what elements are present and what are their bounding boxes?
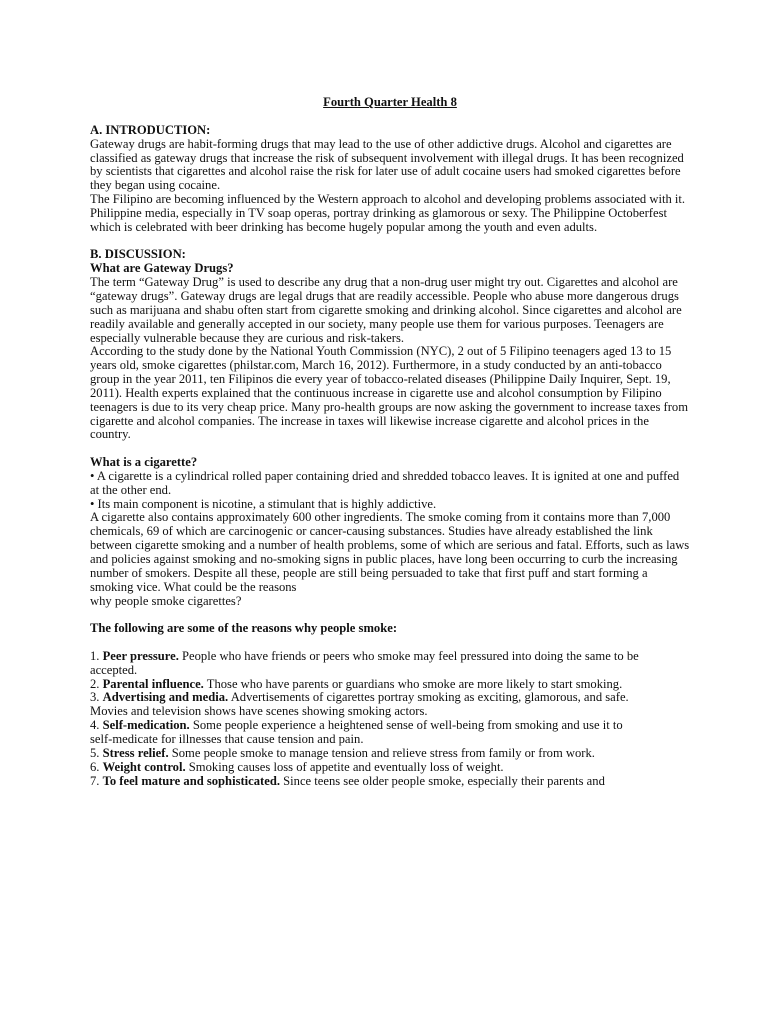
reason-text: Since teens see older people smoke, especially their parents and bbox=[283, 773, 605, 788]
cigarette-bullet-2: • Its main component is nicotine, a stimulant that is highly addictive. bbox=[90, 496, 437, 511]
reason-number: 1. bbox=[90, 648, 100, 663]
reason-text: Smoking causes loss of appetite and eventually loss of weight. bbox=[188, 759, 504, 774]
cigarette-bullet-1: • A cigarette is a cylindrical rolled paper containing dried and shredded tobacco leaves. It is ignited at one and puffed at the other end. bbox=[90, 468, 680, 497]
gateway-drugs-subheading: What are Gateway Drugs? bbox=[90, 261, 234, 276]
reason-continuation: Movies and television shows have scenes showing smoking actors. bbox=[90, 704, 428, 719]
reason-number: 4. bbox=[90, 718, 100, 733]
reason-text: Advertisements of cigarettes portray smoking as exciting, glamorous, and safe. bbox=[230, 690, 629, 705]
reason-item bbox=[90, 775, 690, 789]
reason-label: Self-medication. bbox=[102, 718, 190, 733]
reason-item bbox=[90, 650, 690, 664]
section-spacer bbox=[90, 442, 690, 456]
introduction-heading: A. INTRODUCTION: bbox=[90, 122, 211, 137]
reason-item bbox=[90, 761, 690, 775]
reason-text: Some people smoke to manage tension and relieve stress from family or from work. bbox=[171, 745, 595, 760]
reasons-heading: The following are some of the reasons why people smoke: bbox=[90, 621, 398, 636]
section-spacer bbox=[90, 235, 690, 249]
reason-label: Weight control. bbox=[102, 759, 186, 774]
reason-item bbox=[90, 747, 690, 761]
cigarette-heading: What is a cigarette? bbox=[90, 455, 198, 470]
discussion-heading: B. DISCUSSION: bbox=[90, 247, 186, 262]
reason-label: Stress relief. bbox=[102, 745, 169, 760]
cigarette-paragraph-end: why people smoke cigarettes? bbox=[90, 593, 242, 608]
reason-number: 7. bbox=[90, 773, 100, 788]
reason-number: 6. bbox=[90, 759, 100, 774]
section-spacer bbox=[90, 608, 690, 622]
reason-label: Advertising and media. bbox=[102, 690, 229, 705]
reason-label: Parental influence. bbox=[102, 676, 204, 691]
reason-text: People who have friends or peers who smoke may feel pressured into doing the same to be bbox=[182, 648, 639, 663]
discussion-paragraph-1: The term “Gateway Drug” is used to describe any drug that a non-drug user might try out. Cigarettes and alcohol are “gateway drugs”. Gateway drugs are legal drugs that are readily accessible. People who abuse more dangerous drugs such as marijuana and shabu often start from cigarette smoking and drinking alcohol. Since cigarettes and alcohol are readily available and generally accepted in our society, many people use them for various purposes. Teenagers are especially vulnerable because they are curious and risk-takers. bbox=[90, 275, 682, 345]
reason-text: Some people experience a heightened sense of well-being from smoking and use it to bbox=[192, 718, 623, 733]
document-page bbox=[90, 96, 690, 788]
reason-item bbox=[90, 678, 690, 692]
reason-number: 3. bbox=[90, 690, 100, 705]
reason-text: Those who have parents or guardians who smoke are more likely to start smoking. bbox=[206, 676, 623, 691]
reason-item bbox=[90, 691, 690, 705]
cigarette-paragraph: A cigarette also contains approximately 600 other ingredients. The smoke coming from it contains more than 7,000 chemicals, 69 of which are carcinogenic or cancer-causing substances. Studies have already established the link between cigarette smoking and a number of health problems, some of which are serious and fatal. Efforts, such as laws and policies against smoking and no-smoking signs in public places, have long been occurring to curb the increasing number of smokers. Despite all these, people are still being persuaded to take that first puff and start forming a smoking vice. What could be the reasons bbox=[90, 510, 690, 594]
discussion-paragraph-2: According to the study done by the National Youth Commission (NYC), 2 out of 5 Filipino teenagers aged 13 to 15 years old, smoke cigarettes (philstar.com, March 16, 2012). Furthermore, in a study conducted by an anti-tobacco group in the year 2011, ten Filipinos die every year of tobacco-related diseases (Philippine Daily Inquirer, Sept. 19, 2011). Health experts explained that the continuous increase in cigarette use and alcohol consumption by Filipino teenagers is due to its very cheap price. Many pro-health groups are now asking the government to increase taxes from cigarette and alcohol companies. The increase in taxes will likewise increase cigarette and alcohol prices in the country. bbox=[90, 344, 689, 442]
document-title: Fourth Quarter Health 8 bbox=[323, 95, 457, 109]
reason-label: To feel mature and sophisticated. bbox=[102, 773, 280, 788]
reason-label: Peer pressure. bbox=[102, 648, 179, 663]
section-spacer bbox=[90, 636, 690, 650]
reason-number: 2. bbox=[90, 676, 100, 691]
introduction-paragraph-1: Gateway drugs are habit-forming drugs that may lead to the use of other addictive drugs. Alcohol and cigarettes are classified as gateway drugs that increase the risk of subsequent involvement with illegal drugs. It has been recognized by scientists that cigarettes and alcohol raise the risk for later use of adult cocaine users had smoked cigarettes before they began using cocaine. bbox=[90, 136, 684, 193]
introduction-paragraph-2: The Filipino are becoming influenced by the Western approach to alcohol and developing problems associated with it. Philippine media, especially in TV soap operas, portray drinking as glamorous or sexy. The Philippine Octoberfest which is celebrated with beer drinking has become hugely popular among the youth and even adults. bbox=[90, 192, 686, 234]
reason-continuation: accepted. bbox=[90, 662, 138, 677]
reason-continuation: self-medicate for illnesses that cause tension and pain. bbox=[90, 731, 364, 746]
reason-item bbox=[90, 719, 690, 733]
reason-number: 5. bbox=[90, 745, 100, 760]
